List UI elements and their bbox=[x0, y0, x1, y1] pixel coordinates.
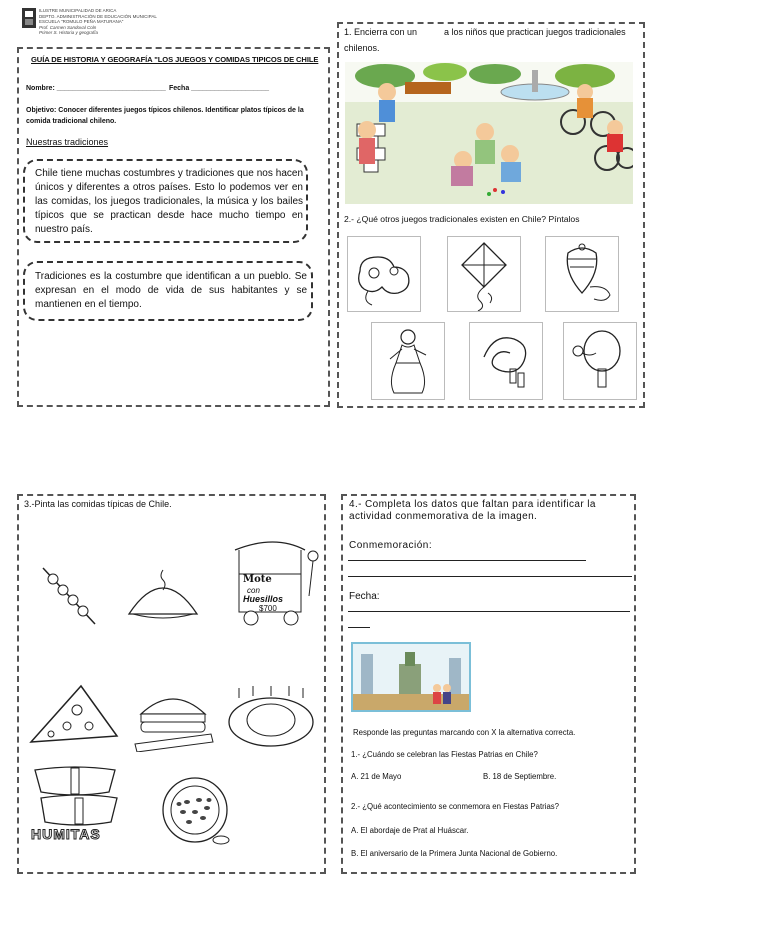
q1-text-c: chilenos. bbox=[344, 43, 380, 53]
school-line: DEPTO. ADMINISTRACIÓN DE EDUCACIÓN MUNICIPAL bbox=[39, 13, 157, 19]
humitas-image bbox=[29, 764, 125, 846]
guide-panel bbox=[17, 47, 330, 407]
burger-icon bbox=[129, 684, 217, 752]
pizza-slice-icon bbox=[27, 680, 121, 752]
humitas-label: HUMITAS bbox=[31, 826, 101, 842]
fecha-line-2[interactable] bbox=[348, 627, 370, 628]
completo-image bbox=[129, 684, 217, 752]
games-panel bbox=[337, 22, 645, 408]
game-image-rope bbox=[469, 322, 543, 400]
jump-rope-icon bbox=[470, 323, 542, 399]
school-line: ILUSTRE MUNICIPALIDAD DE ARICA bbox=[39, 8, 117, 13]
cart-price: $700 bbox=[259, 604, 277, 613]
emboque-icon bbox=[348, 237, 420, 311]
commemoration-panel bbox=[341, 494, 636, 874]
humitas-icon bbox=[29, 764, 125, 830]
instruction-text: Responde las preguntas marcando con X la alternativa correcta. bbox=[353, 728, 576, 737]
game-image-girl bbox=[371, 322, 445, 400]
empanada-icon bbox=[123, 566, 203, 630]
traditions-box bbox=[23, 159, 308, 243]
skewer-icon bbox=[37, 562, 103, 630]
q2-text: 2.- ¿Qué otros juegos tradicionales existen en Chile? Píntalos bbox=[344, 214, 580, 224]
conmemoracion-line-2[interactable] bbox=[348, 576, 632, 577]
game-image-emboque bbox=[347, 236, 421, 312]
school-line: Primer S. Historia y geografía bbox=[39, 30, 99, 35]
girl-dancing-icon bbox=[372, 323, 444, 399]
fecha-line-1[interactable] bbox=[348, 611, 630, 612]
spinning-top-icon bbox=[546, 237, 618, 311]
anticucho-image bbox=[37, 562, 103, 630]
date-field[interactable]: Fecha ____________________ bbox=[169, 85, 270, 92]
park-scene-image bbox=[345, 62, 633, 204]
park-scene-icon bbox=[345, 62, 633, 204]
game-image-volantin bbox=[447, 236, 521, 312]
objective-text: Objetivo: Conocer diferentes juegos típicos chilenos. Identificar platos típicos de la comida tradicional chileno. bbox=[26, 107, 304, 125]
definition-box bbox=[23, 261, 313, 321]
mote-cart-image bbox=[229, 536, 323, 628]
traditions-text: Chile tiene muchas costumbres y tradiciones que nos hacen únicos y diferentes a otros países. Esto lo podemos ver en las comidas, los juegos tradicionales, la música y los bailes típicos que se practican desde hace mucho tiempo en nuestro país. bbox=[35, 168, 303, 235]
q4-text: 4.- Completa los datos que faltan para identificar la actividad conmemorativa de la imagen. bbox=[349, 499, 596, 522]
foods-panel bbox=[17, 494, 326, 874]
q3-text: 3.-Pinta las comidas típicas de Chile. bbox=[24, 499, 172, 509]
guide-title: GUÍA DE HISTORIA Y GEOGRAFÍA "LOS JUEGOS Y COMIDAS TIPICOS DE CHILE bbox=[31, 55, 319, 64]
paddle-ball-icon bbox=[564, 323, 636, 399]
option-1b[interactable]: B. 18 de Septiembre. bbox=[483, 772, 557, 781]
school-header bbox=[39, 8, 169, 36]
school-line: ESCUELA "ROMULO PEÑA MATURANA" bbox=[39, 19, 124, 24]
question-1: 1.- ¿Cuándo se celebran las Fiestas Patrias en Chile? bbox=[351, 750, 538, 759]
conmemoracion-line-1[interactable] bbox=[348, 560, 586, 561]
game-image-trompo bbox=[545, 236, 619, 312]
school-logo-icon bbox=[22, 8, 36, 28]
section-heading: Nuestras tradiciones bbox=[26, 137, 109, 147]
cart-sign-3: Huesillos bbox=[243, 594, 284, 604]
conmemoracion-label: Conmemoración: bbox=[349, 540, 433, 551]
option-2b[interactable]: B. El aniversario de la Primera Junta Nacional de Gobierno. bbox=[351, 849, 558, 858]
q1-text-a: 1. Encierra con un bbox=[344, 27, 418, 37]
school-logo bbox=[22, 8, 36, 28]
option-1a[interactable]: A. 21 de Mayo bbox=[351, 772, 402, 781]
kite-icon bbox=[448, 237, 520, 311]
cart-sign-2: con bbox=[247, 586, 260, 595]
fecha-label: Fecha: bbox=[349, 591, 380, 602]
definition-text: Tradiciones es la costumbre que identifican a un pueblo. Se expresan en el modo de vida de sus habitantes y se mantienen en el tiempo. bbox=[35, 271, 307, 310]
name-field[interactable]: Nombre: ____________________________ bbox=[26, 85, 166, 92]
cart-sign-1: Mote bbox=[243, 574, 272, 585]
game-image-paddle bbox=[563, 322, 637, 400]
monument-image bbox=[351, 642, 471, 712]
option-2a[interactable]: A. El abordaje de Prat al Huáscar. bbox=[351, 826, 469, 835]
bean-plate-icon bbox=[157, 776, 233, 848]
monument-icon bbox=[353, 644, 469, 710]
pizza-image bbox=[27, 680, 121, 752]
empanada-image bbox=[123, 566, 203, 630]
school-line: Prof. Carmen Sandoval Coln bbox=[39, 24, 97, 30]
porotos-image bbox=[157, 776, 233, 848]
chicken-image bbox=[225, 682, 317, 752]
roast-chicken-icon bbox=[225, 682, 317, 752]
q1-text-b: a los niños que practican juegos tradicionales bbox=[444, 27, 626, 37]
question-2: 2.- ¿Qué acontecimiento se conmemora en Fiestas Patrias? bbox=[351, 802, 560, 811]
